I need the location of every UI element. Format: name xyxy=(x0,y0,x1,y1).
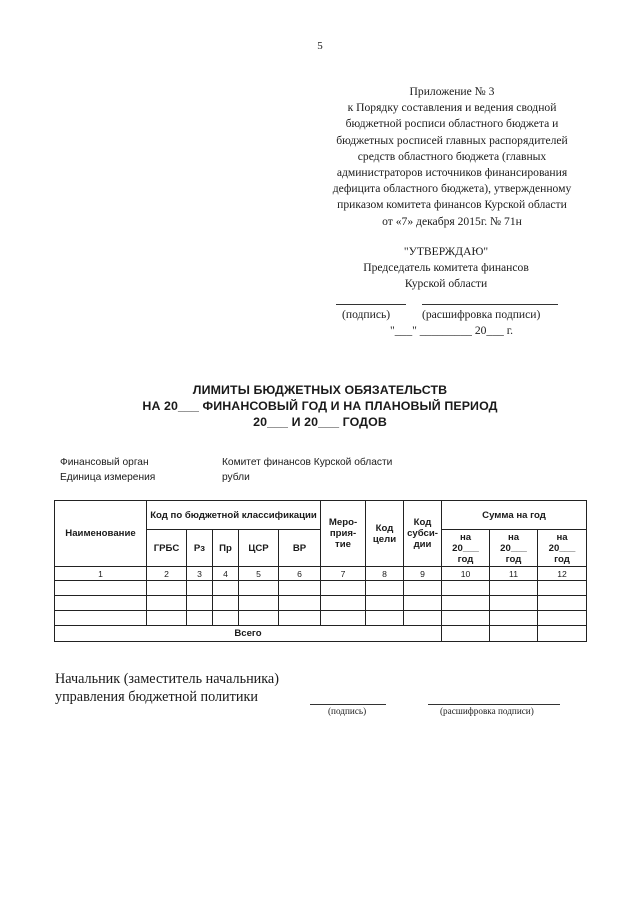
footer-decoding-caption: (расшифровка подписи) xyxy=(440,706,534,716)
header-name: Наименование xyxy=(55,501,147,567)
column-number: 8 xyxy=(366,567,404,581)
signature-caption: (подпись) xyxy=(342,308,391,321)
header-year-sum: Сумма на год xyxy=(442,501,587,530)
header-subsidy-code: Код субси- дии xyxy=(404,501,442,567)
column-number: 3 xyxy=(187,567,213,581)
appendix-line: бюджетных росписей главных распорядителей xyxy=(336,133,568,147)
footer-decoding-line xyxy=(428,704,560,705)
footer-position-line: Начальник (заместитель начальника) xyxy=(55,671,279,687)
appendix-line: от «7» декабря 2015г. № 71н xyxy=(382,214,522,228)
column-numbers-row xyxy=(55,567,587,581)
header-goal-code: Код цели xyxy=(366,501,404,567)
footer-signature-caption: (подпись) xyxy=(328,706,367,716)
column-number: 6 xyxy=(279,567,321,581)
column-number: 1 xyxy=(55,567,147,581)
header-budget-code: Код по бюджетной классификации xyxy=(147,501,321,530)
title-line: ЛИМИТЫ БЮДЖЕТНЫХ ОБЯЗАТЕЛЬСТВ xyxy=(192,383,448,397)
total-row xyxy=(55,626,587,642)
header-event: Меро- прия- тие xyxy=(321,501,366,567)
header-pr: Пр xyxy=(213,530,239,567)
decoding-caption: (расшифровка подписи) xyxy=(422,308,541,321)
title-line: 20___ И 20___ ГОДОВ xyxy=(253,415,387,429)
approval-date: "___" _________ 20___ г. xyxy=(390,324,514,337)
document-title xyxy=(0,382,640,430)
column-number: 2 xyxy=(147,567,187,581)
table-row xyxy=(55,596,587,611)
header-csr: ЦСР xyxy=(239,530,279,567)
finance-body-value: Комитет финансов Курской области xyxy=(222,457,393,468)
footer-signature-line xyxy=(310,704,386,705)
table-row xyxy=(55,581,587,596)
approver-region: Курской области xyxy=(404,277,488,290)
footer-department-line: управления бюджетной политики xyxy=(55,689,258,705)
total-label: Всего xyxy=(55,626,442,642)
appendix-line: бюджетной росписи областного бюджета и xyxy=(345,117,559,131)
finance-body-label: Финансовый орган xyxy=(60,457,149,468)
column-number: 12 xyxy=(538,567,587,581)
column-number: 11 xyxy=(490,567,538,581)
appendix-line: приказом комитета финансов Курской области xyxy=(337,198,567,212)
column-number: 4 xyxy=(213,567,239,581)
column-number: 7 xyxy=(321,567,366,581)
unit-value: рубли xyxy=(222,472,250,483)
unit-label: Единица измерения xyxy=(60,472,156,483)
appendix-line: к Порядку составления и ведения сводной xyxy=(347,101,557,115)
header-vr: ВР xyxy=(279,530,321,567)
approval-signature-lines xyxy=(0,304,640,318)
appendix-line: Приложение № 3 xyxy=(409,85,495,98)
header-year-3: на 20___ год xyxy=(538,530,587,567)
appendix-line: средств областного бюджета (главных xyxy=(357,149,547,163)
title-line: НА 20___ ФИНАНСОВЫЙ ГОД И НА ПЛАНОВЫЙ ПЕРИОД xyxy=(142,399,498,413)
column-number: 10 xyxy=(442,567,490,581)
header-rz: Рз xyxy=(187,530,213,567)
limits-table xyxy=(54,500,587,642)
column-number: 5 xyxy=(239,567,279,581)
appendix-line: дефицита областного бюджета), утвержденному xyxy=(332,182,572,196)
column-number: 9 xyxy=(404,567,442,581)
document-meta xyxy=(60,455,580,485)
decoding-line xyxy=(422,304,558,305)
table-row xyxy=(55,611,587,626)
header-year-2: на 20___ год xyxy=(490,530,538,567)
signature-line xyxy=(336,304,406,305)
approval-block xyxy=(330,244,562,292)
header-grbs: ГРБС xyxy=(147,530,187,567)
appendix-line: администраторов источников финансирования xyxy=(336,166,568,180)
page-number: 5 xyxy=(317,40,323,52)
footer-signatory xyxy=(55,670,279,706)
header-year-1: на 20___ год xyxy=(442,530,490,567)
approve-stamp: "УТВЕРЖДАЮ" xyxy=(403,245,489,258)
approver-position: Председатель комитета финансов xyxy=(363,261,529,274)
appendix-block xyxy=(302,84,602,230)
